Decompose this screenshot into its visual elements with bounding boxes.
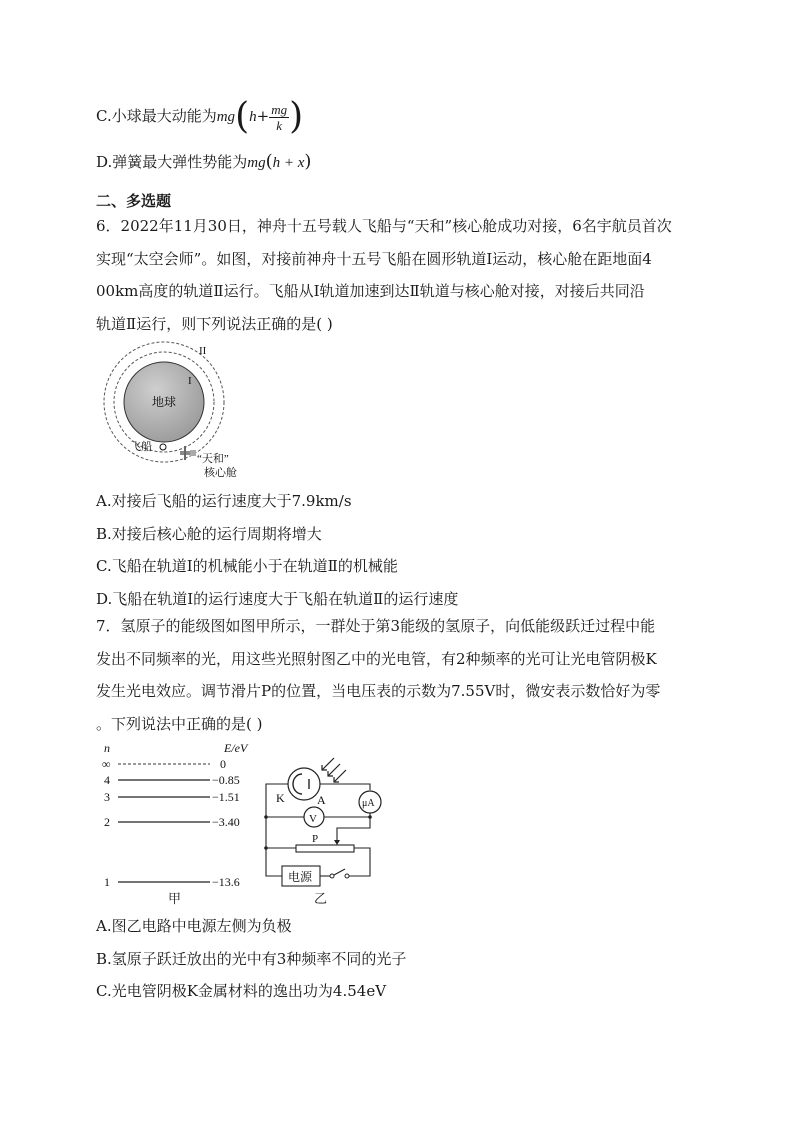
q7-stem bbox=[96, 610, 702, 740]
q5-option-c bbox=[96, 96, 303, 136]
q7-line: 7．氢原子的能级图如图甲所示，一群处于第3能级的氢原子，向低能级跃迁过程中能 bbox=[96, 617, 656, 635]
n-axis-label: n bbox=[104, 741, 110, 755]
power-supply-label: 电源 bbox=[288, 870, 313, 884]
energy-level-diagram bbox=[100, 740, 260, 890]
q6-line: 实现“太空会师”。如图，对接前神舟十五号飞船在圆形轨道Ⅰ运动，核心舱在距地面4 bbox=[96, 249, 652, 268]
q5-option-c-mg: mg bbox=[216, 109, 236, 125]
e-axis-label: E/eV bbox=[224, 741, 248, 755]
level-e-inf: 0 bbox=[220, 757, 226, 771]
level-n-4: 4 bbox=[104, 773, 110, 787]
q7-option-a: A.图乙电路中电源左侧为负极 bbox=[96, 917, 292, 935]
section-heading: 二、多选题 bbox=[96, 192, 172, 210]
microammeter-label: μA bbox=[362, 798, 375, 809]
q5-left-paren: ( bbox=[235, 96, 250, 137]
q6-option-b: B.对接后核心舱的运行周期将增大 bbox=[96, 524, 322, 543]
q7-option-c: C.光电管阴极K金属材料的逸出功为4.54eV bbox=[96, 982, 387, 1000]
q7-line: 发生光电效应。调节滑片P的位置，当电压表的示数为7.55V时，微安表示数恰好为零 bbox=[96, 682, 661, 700]
q5-option-d: D.弹簧最大弹性势能为mg(h + x) bbox=[96, 151, 312, 172]
q6-line: 6．2022年11月30日，神舟十五号载人飞船与“天和”核心舱成功对接，6名宇航员首次 bbox=[96, 217, 672, 235]
q6-line: 00km高度的轨道Ⅱ运行。飞船从Ⅰ轨道加速到达Ⅱ轨道与核心舱对接，对接后共同沿 bbox=[96, 282, 645, 300]
station-label-line1: “天和” bbox=[197, 453, 229, 465]
ship-label: 飞船 bbox=[130, 441, 152, 453]
rheostat-icon bbox=[296, 845, 354, 852]
q7-option-b: B.氢原子跃迁放出的光中有3种频率不同的光子 bbox=[96, 949, 407, 968]
cathode-label: K bbox=[276, 791, 285, 805]
q6-option-d: D.飞船在轨道Ⅰ的运行速度大于飞船在轨道Ⅱ的运行速度 bbox=[96, 589, 459, 608]
q5-right-paren: ) bbox=[289, 96, 304, 137]
level-n-inf: ∞ bbox=[102, 757, 111, 771]
q5-option-c-fraction bbox=[269, 102, 289, 133]
q5-fraction-numerator: mg bbox=[271, 101, 288, 117]
level-n-3: 3 bbox=[104, 790, 110, 804]
station-icon bbox=[180, 446, 196, 460]
station-label-line2: 核心舱 bbox=[204, 467, 237, 479]
q7-line: 。下列说法中正确的是( ) bbox=[96, 714, 263, 733]
q5-option-d-text: D.弹簧最大弹性势能为 bbox=[96, 153, 248, 171]
q5-option-c-h: h bbox=[249, 109, 257, 125]
circuit-diagram bbox=[262, 752, 392, 892]
ship-dot bbox=[160, 444, 166, 450]
q6-line: 轨道Ⅱ运行，则下列说法正确的是( ) bbox=[96, 314, 333, 333]
level-e-4: −0.85 bbox=[212, 773, 240, 787]
q5-fraction-denominator: k bbox=[276, 117, 283, 133]
q6-options bbox=[96, 485, 702, 615]
energy-diagram-caption: 甲 bbox=[168, 892, 182, 907]
q7-line: 发出不同频率的光，用这些光照射图乙中的光电管，有2种频率的光可让光电管阴极K bbox=[96, 649, 657, 668]
circuit-caption: 乙 bbox=[314, 892, 328, 907]
q5-option-c-plus: + bbox=[256, 107, 270, 125]
level-n-2: 2 bbox=[104, 815, 110, 829]
q6-stem bbox=[96, 210, 702, 340]
q7-options bbox=[96, 910, 702, 1008]
voltmeter-label: V bbox=[309, 813, 317, 825]
level-e-2: −3.40 bbox=[212, 815, 240, 829]
level-e-3: −1.51 bbox=[212, 790, 240, 804]
orbit-2-label: II bbox=[199, 345, 207, 357]
q5-option-d-expr: h + x bbox=[272, 155, 305, 171]
switch-icon bbox=[334, 869, 345, 875]
orbit-1-label: I bbox=[188, 375, 192, 387]
orbit-figure bbox=[96, 338, 266, 480]
light-arrows-icon bbox=[322, 758, 346, 782]
level-e-1: −13.6 bbox=[212, 875, 240, 889]
earth-label: 地球 bbox=[151, 395, 177, 409]
q6-option-a: A.对接后飞船的运行速度大于7.9km/s bbox=[96, 492, 352, 510]
slider-label: P bbox=[312, 833, 319, 845]
level-n-1: 1 bbox=[104, 875, 110, 889]
q5-option-c-text: C.小球最大动能为 bbox=[96, 107, 217, 125]
q6-option-c: C.飞船在轨道Ⅰ的机械能小于在轨道Ⅱ的机械能 bbox=[96, 557, 398, 575]
q5-option-d-mg: mg bbox=[247, 155, 266, 171]
anode-label: A bbox=[317, 793, 326, 807]
